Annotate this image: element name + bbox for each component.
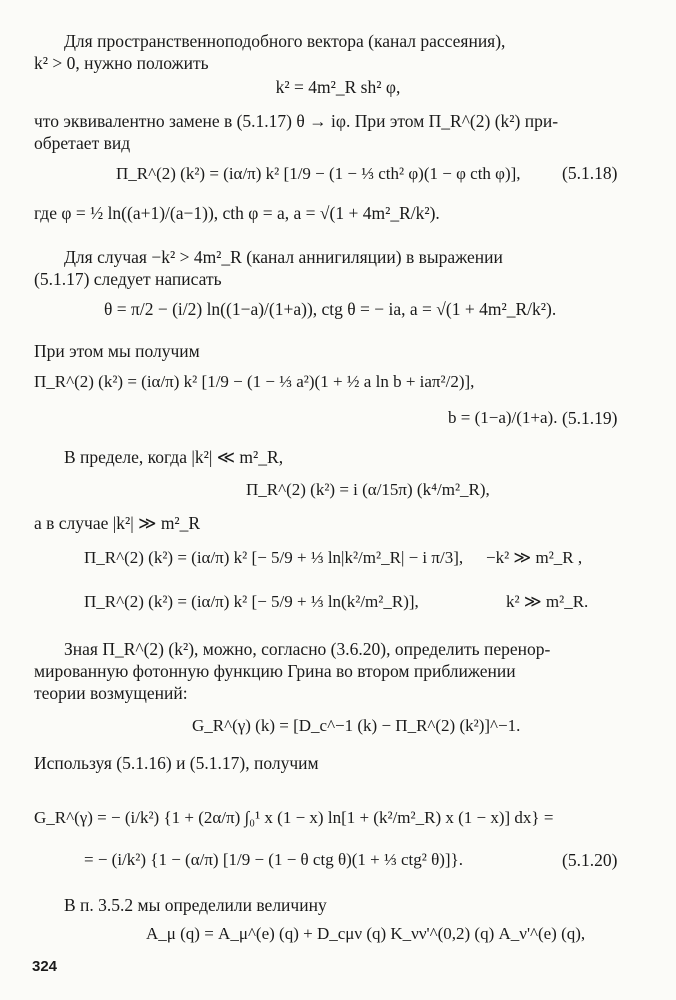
- equation-a-mu: A_μ (q) = A_μ^(e) (q) + D_cμν (q) K_νν'^(0,2) (q) A_ν'^(e) (q),: [146, 924, 586, 943]
- equation-theta: θ = π/2 − (i/2) ln((1−a)/(1+a)), ctg θ = − ia, a = √(1 + 4m²_R/k²).: [104, 299, 557, 319]
- equation-number-5-1-18: (5.1.18): [562, 163, 618, 183]
- equation-5-1-20-a: G_R^(γ) = − (i/k²) {1 + (2α/π) ∫₀¹ x (1 − x) ln[1 + (k²/m²_R) x (1 − x)] dx} =: [34, 808, 554, 827]
- text-line-8: В пределе, когда |k²| ≪ m²_R,: [64, 447, 284, 467]
- text-line-13: Используя (5.1.16) и (5.1.17), получим: [34, 753, 319, 773]
- text-line-2: k² > 0, нужно положить: [34, 53, 209, 73]
- equation-limit-small: Π_R^(2) (k²) = i (α/15π) (k⁴/m²_R),: [246, 480, 490, 499]
- text-line-12: теории возмущений:: [34, 683, 188, 703]
- text-line-5: Для случая −k² > 4m²_R (канал аннигиляции) в выражении: [64, 247, 503, 267]
- text-line-14: В п. 3.5.2 мы определили величину: [64, 895, 327, 915]
- condition-b: k² ≫ m²_R.: [506, 592, 589, 611]
- equation-green-function: G_R^(γ) (k) = [D_c^−1 (k) − Π_R^(2) (k²)]^−1.: [192, 716, 521, 735]
- text-line-11: мированную фотонную функцию Грина во втором приближении: [34, 661, 516, 681]
- equation-limit-large-a: Π_R^(2) (k²) = (iα/π) k² [− 5/9 + ⅓ ln|k²/m²_R| − i π/3],: [84, 548, 464, 567]
- equation-limit-large-b: Π_R^(2) (k²) = (iα/π) k² [− 5/9 + ⅓ ln(k²/m²_R)],: [84, 592, 419, 611]
- text-line-3: что эквивалентно замене в (5.1.17) θ → iφ. При этом Π_R^(2) (k²) при-: [34, 111, 559, 131]
- text-line-6: (5.1.17) следует написать: [34, 269, 222, 289]
- condition-a: −k² ≫ m²_R ,: [486, 548, 583, 567]
- text-line-1: Для пространственноподобного вектора (канал рассеяния),: [64, 31, 506, 51]
- text-line-7: При этом мы получим: [34, 341, 200, 361]
- text-line-10: Зная Π_R^(2) (k²), можно, согласно (3.6.20), определить перенор-: [64, 639, 551, 659]
- equation-number-5-1-20: (5.1.20): [562, 850, 618, 870]
- equation-number-5-1-19: (5.1.19): [562, 408, 618, 428]
- text-line-4: обретает вид: [34, 133, 131, 153]
- equation-5-1-20-b: = − (i/k²) {1 − (α/π) [1/9 − (1 − θ ctg θ)(1 + ⅓ ctg² θ)]}.: [84, 850, 463, 869]
- equation-5-1-19-a: Π_R^(2) (k²) = (iα/π) k² [1/9 − (1 − ⅓ a²)(1 + ½ a ln b + iaπ²/2)],: [34, 372, 475, 391]
- text-line-9: а в случае |k²| ≫ m²_R: [34, 513, 201, 533]
- equation-5-1-18: Π_R^(2) (k²) = (iα/π) k² [1/9 − (1 − ⅓ cth² φ)(1 − φ cth φ)],: [116, 164, 521, 183]
- equation-5-1-19-b: b = (1−a)/(1+a).: [448, 408, 558, 427]
- text-line-phi-definition: где φ = ½ ln((a+1)/(a−1)), cth φ = a, a = √(1 + 4m²_R/k²).: [34, 203, 440, 223]
- page-number: 324: [32, 958, 58, 975]
- equation-k2-sh: k² = 4m²_R sh² φ,: [275, 77, 401, 97]
